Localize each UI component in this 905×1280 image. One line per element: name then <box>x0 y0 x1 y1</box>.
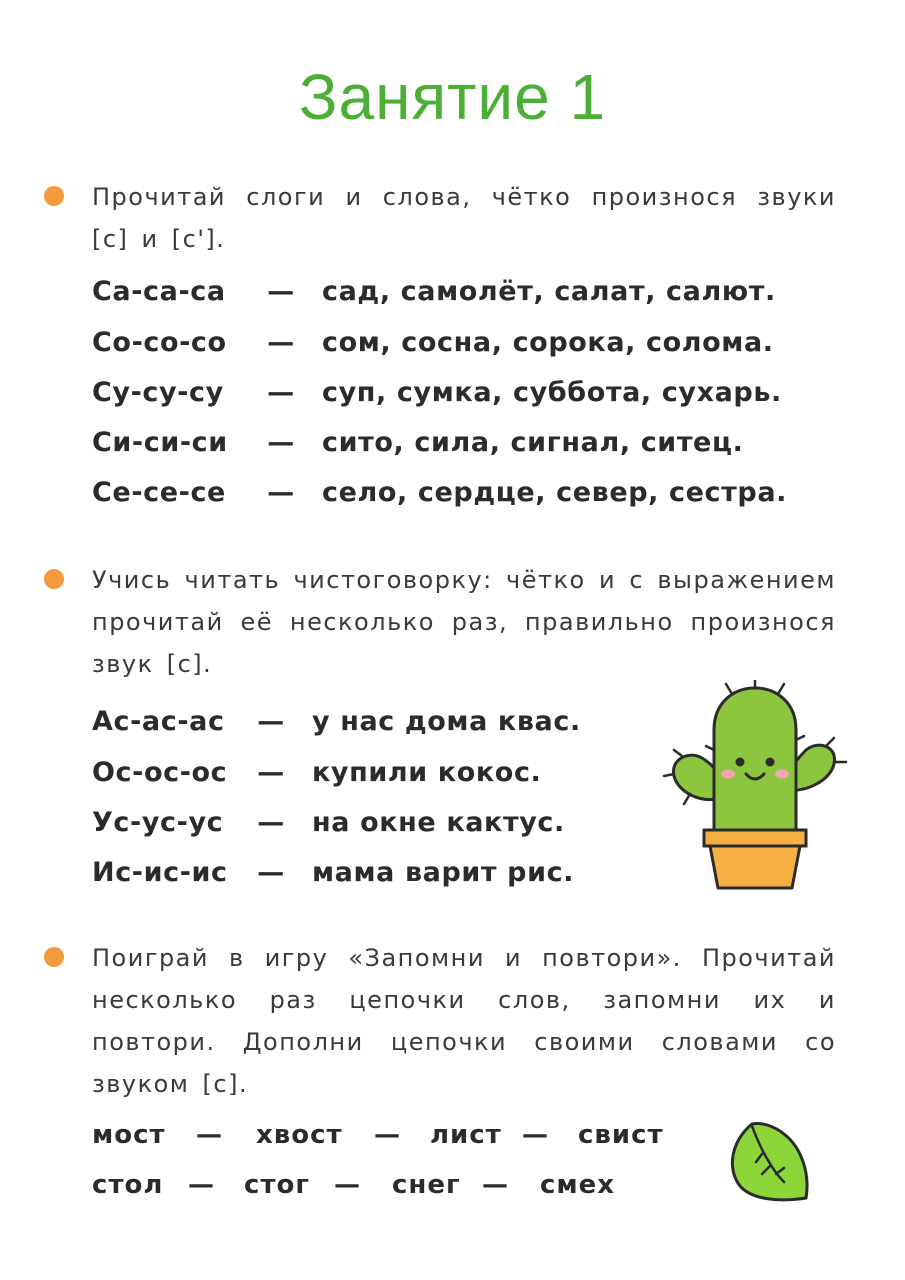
words: сито, сила, сигнал, ситец. <box>322 427 744 458</box>
task2-row <box>92 757 541 788</box>
dash: — <box>257 807 285 838</box>
dash: — <box>522 1120 549 1150</box>
words: мама варит рис. <box>312 857 575 888</box>
task3-instruction: Поиграй в игру «Запомни и повтори». Прочитай несколько раз цепочки слов, запомни их и повтори. Дополни цепочки своими словами со звуком [с]. <box>92 944 836 1098</box>
leaf-illustration-icon <box>722 1118 814 1204</box>
words: купили кокос. <box>312 757 542 788</box>
dash: — <box>257 706 285 737</box>
dash: — <box>374 1120 401 1150</box>
chain-word: хвост <box>256 1120 343 1150</box>
task2-instruction: Учись читать чистоговорку: чётко и с выражением прочитай её несколько раз, правильно произнося звук [с]. <box>92 566 836 678</box>
task2-row <box>92 807 565 838</box>
syllables: Ис-ис-ис <box>92 857 228 888</box>
bullet-task3-icon <box>44 947 64 967</box>
task2-row <box>92 706 581 737</box>
words: у нас дома квас. <box>312 706 581 737</box>
task1-row <box>92 276 776 307</box>
page-title: Занятие 1 <box>298 61 607 133</box>
bullet-task1-icon <box>44 186 64 206</box>
bullet-task2-icon <box>44 569 64 589</box>
chain-word: стог <box>244 1170 310 1200</box>
chain-word: лист <box>430 1120 502 1150</box>
dash: — <box>188 1170 215 1200</box>
syllables: Ус-ус-ус <box>92 807 224 838</box>
chain-word: мост <box>92 1120 166 1150</box>
syllables: Ос-ос-ос <box>92 757 228 788</box>
dash: — <box>267 377 295 408</box>
words: суп, сумка, суббота, сухарь. <box>322 377 782 408</box>
task1-row <box>92 477 787 508</box>
chain-word: свист <box>578 1120 664 1150</box>
syllables: Ас-ас-ас <box>92 706 225 737</box>
syllables: Со-со-со <box>92 327 227 358</box>
chain-word: стол <box>92 1170 164 1200</box>
syllables: Су-су-су <box>92 377 224 408</box>
dash: — <box>196 1120 223 1150</box>
words: село, сердце, север, сестра. <box>322 477 788 508</box>
task3-chain <box>92 1170 615 1200</box>
dash: — <box>257 757 285 788</box>
task1-instruction: Прочитай слоги и слова, чётко произнося звуки [с] и [с']. <box>92 183 836 253</box>
task1-row <box>92 427 743 458</box>
dash: — <box>482 1170 509 1200</box>
dash: — <box>267 327 295 358</box>
dash: — <box>267 276 295 307</box>
dash: — <box>257 857 285 888</box>
words: сом, сосна, сорока, солома. <box>322 327 774 358</box>
syllables: Се-се-се <box>92 477 226 508</box>
syllables: Са-са-са <box>92 276 226 307</box>
words: на окне кактус. <box>312 807 565 838</box>
chain-word: смех <box>540 1170 616 1200</box>
task2-row <box>92 857 574 888</box>
dash: — <box>267 427 295 458</box>
cactus-illustration-icon <box>660 680 850 895</box>
task3-chain <box>92 1120 664 1150</box>
task1-row <box>92 327 774 358</box>
chain-word: снег <box>392 1170 461 1200</box>
syllables: Си-си-си <box>92 427 228 458</box>
dash: — <box>267 477 295 508</box>
task1-row <box>92 377 782 408</box>
dash: — <box>334 1170 361 1200</box>
words: сад, самолёт, салат, салют. <box>322 276 776 307</box>
